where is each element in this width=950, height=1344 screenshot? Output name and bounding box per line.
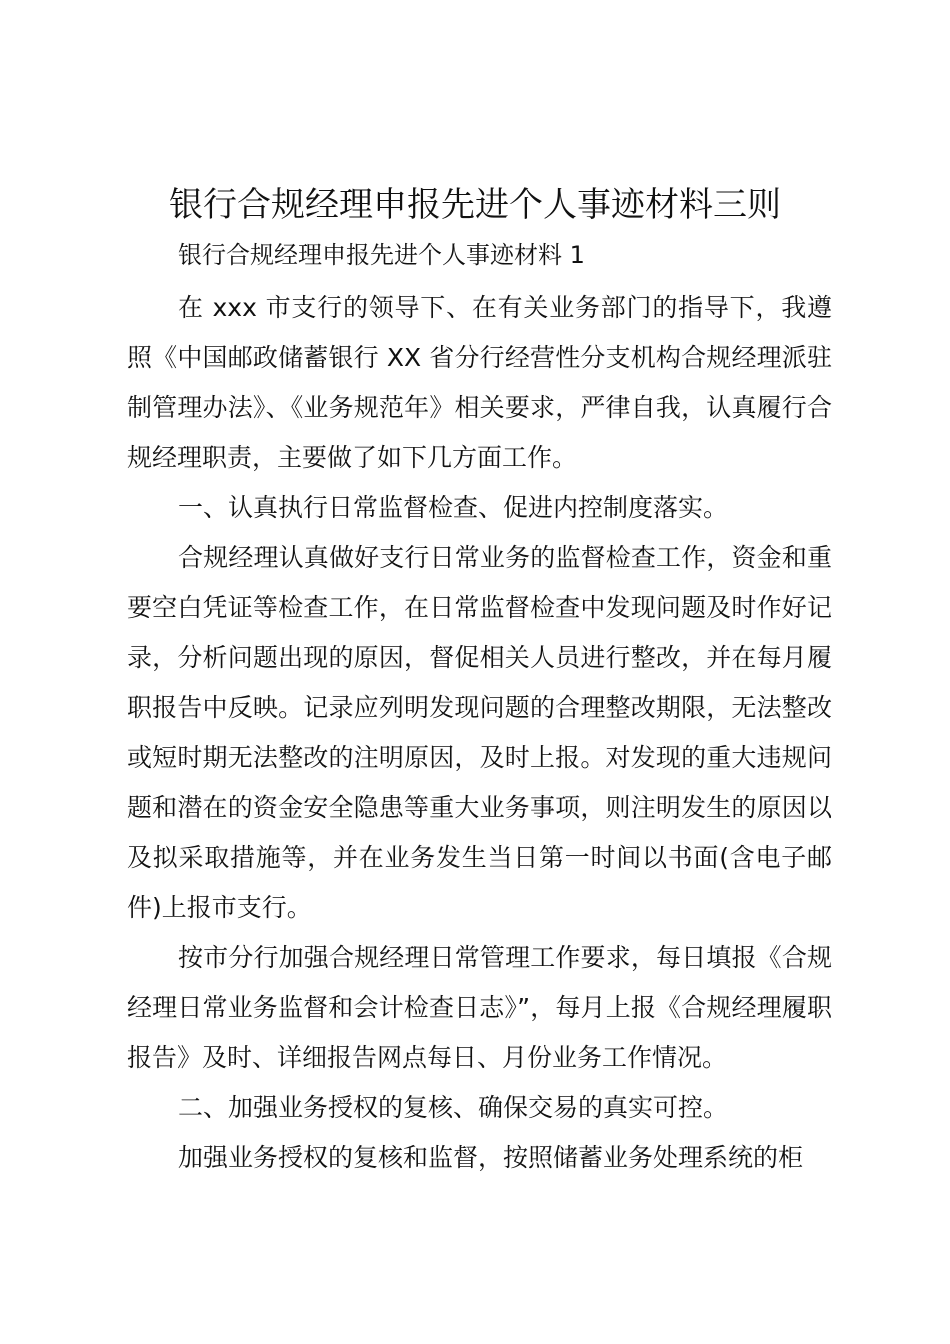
section-heading-1: 一、认真执行日常监督检查、促进内控制度落实。 xyxy=(178,493,729,522)
document-subtitle: 银行合规经理申报先进个人事迹材料 1 xyxy=(178,241,585,269)
document-body xyxy=(127,283,832,1183)
paragraph-supervision: 合规经理认真做好支行日常业务的监督检查工作，资金和重要空白凭证等检查工作，在日常监督检查中发现问题及时作好记录，分析问题出现的原因，督促相关人员进行整改，并在每月履职报告中反映。记录应列明发现问题的合理整改期限，无法整改或短时期无法整改的注明原因，及时上报。对发现的重大违规问题和潜在的资金安全隐患等重大业务事项，则注明发生的原因以及拟采取措施等，并在业务发生当日第一时间以书面(含电子邮件)上报市支行。 xyxy=(127,543,832,922)
document-title: 银行合规经理申报先进个人事迹材料三则 xyxy=(169,185,781,225)
paragraph-authorization: 加强业务授权的复核和监督，按照储蓄业务处理系统的柜 xyxy=(178,1143,804,1172)
section-heading-2: 二、加强业务授权的复核、确保交易的真实可控。 xyxy=(178,1093,729,1122)
paragraph-reporting: 按市分行加强合规经理日常管理工作要求，每日填报《合规经理日常业务监督和会计检查日志》”，每月上报《合规经理履职报告》及时、详细报告网点每日、月份业务工作情况。 xyxy=(127,943,832,1072)
paragraph-intro: 在 xxx 市支行的领导下、在有关业务部门的指导下，我遵照《中国邮政储蓄银行 XX 省分行经营性分支机构合规经理派驻制管理办法》、《业务规范年》相关要求，严律自我，认真履行合规经理职责，主要做了如下几方面工作。 xyxy=(127,293,832,472)
